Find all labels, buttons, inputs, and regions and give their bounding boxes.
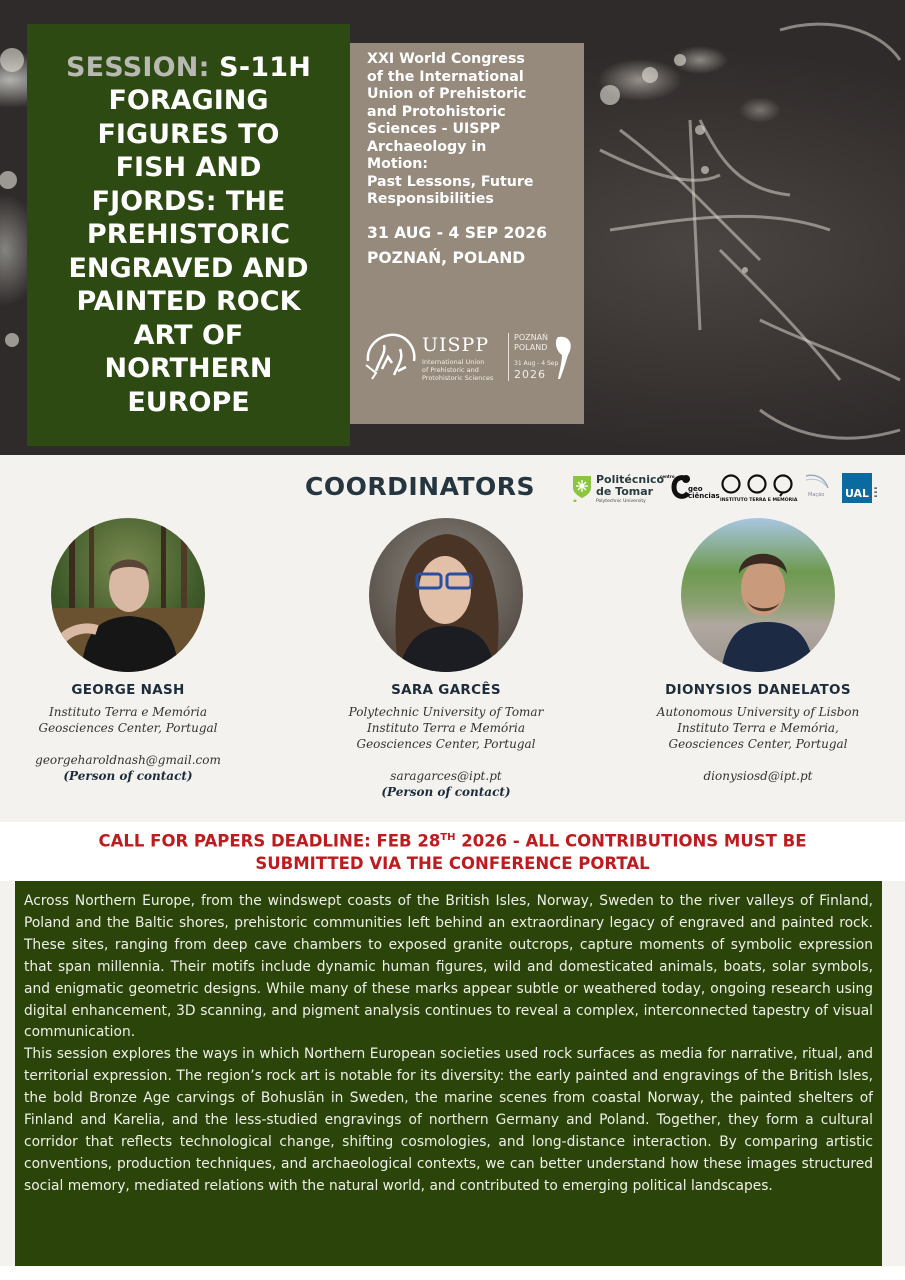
- session-title-box: [27, 24, 350, 446]
- uispp-city: POZNAŃ: [514, 333, 549, 342]
- session-title-line: FJORDS: THE: [91, 185, 286, 217]
- coordinator-dionysios-danelatos: [638, 518, 878, 784]
- rock-art-banner: [0, 0, 905, 455]
- coordinator-name: DIONYSIOS DANELATOS: [665, 682, 851, 698]
- macao-wave-icon: [804, 472, 830, 492]
- congress-line: Union of Prehistoric: [367, 86, 527, 102]
- session-code: [66, 51, 311, 84]
- coordinators-heading: COORDINATORS: [305, 472, 536, 501]
- session-title-line: PREHISTORIC: [86, 219, 291, 250]
- dionysios-danelatos-photo: [681, 518, 835, 672]
- affiliation-line: Polytechnic University of Tomar: [348, 705, 544, 719]
- ual-subtitle-lines: ▬ ▬ ▬: [874, 486, 878, 498]
- congress-line: and Protohistoric: [367, 103, 506, 120]
- congress-location: POZNAŃ, POLAND: [367, 248, 526, 267]
- abstract-paragraph: This session explores the ways in which Northern European societies used rock surfaces as media for narrative, ritual, and territorial expression. The region’s rock art is notable for its diversity: the early painted and engravings of the British Isles, the bold Bronze Age carvings of Bohuslän in Sweden, the marine scenes from coastal Norway, the painted shelters of Finland and Karelia, and the less-studied engravings of northern Germany and Poland. Together, they form a cultural corridor that reflects technological change, shifting cosmologies, and long-distance interaction. By comparing artistic conventions, production techniques, and archaeological contexts, we can better understand how these images structured social memory, mediated relations with the natural world, and contributed to emerging political landscapes.: [24, 1046, 873, 1194]
- affiliation-line: Instituto Terra e Memória,: [677, 721, 839, 735]
- affiliation-line: Geosciences Center, Portugal: [668, 737, 848, 751]
- avatar: [51, 518, 205, 672]
- sara-garces-photo: [369, 518, 523, 672]
- coordinator-affiliations: [30, 704, 226, 736]
- coordinator-email[interactable]: georgeharoldnash@gmail.com: [35, 753, 221, 767]
- uispp-subtitle: [422, 358, 502, 382]
- partner-logos: [570, 470, 900, 506]
- congress-line: Archaeology in: [367, 138, 487, 155]
- coordinator-affiliations: [638, 704, 878, 752]
- affiliation-line: Instituto Terra e Memória: [49, 705, 207, 719]
- geo-label: geo: [688, 485, 703, 493]
- cfp-ordinal-suffix: TH: [440, 832, 456, 843]
- person-of-contact-note: (Person of contact): [381, 785, 511, 799]
- itm-label: INSTITUTO TERRA E MEMÓRIA: [720, 498, 798, 503]
- affiliation-line: Geosciences Center, Portugal: [356, 737, 536, 751]
- congress-dates-block: [367, 221, 572, 271]
- instituto-terra-memoria-logo: [720, 473, 796, 501]
- coordinator-email[interactable]: dionysiosd@ipt.pt: [703, 769, 813, 783]
- bottom-margin: [0, 1266, 905, 1280]
- coordinator-email[interactable]: saragarces@ipt.pt: [390, 769, 502, 783]
- cfp-line1-start: CALL FOR PAPERS DEADLINE: FEB 28: [98, 831, 441, 851]
- george-nash-photo: [51, 518, 205, 672]
- session-abstract: [15, 881, 882, 1266]
- session-title-line: PAINTED ROCK: [76, 286, 301, 317]
- session-title-line: FORAGING: [108, 85, 269, 116]
- congress-line: Responsibilities: [367, 191, 494, 207]
- call-for-papers-banner: [0, 822, 905, 881]
- macao-label: Mação: [808, 492, 825, 498]
- congress-line: of the International: [367, 68, 524, 85]
- congress-info-box: [350, 43, 584, 424]
- ipt-name-line: Politécnico: [596, 473, 665, 486]
- congress-line: XXI World Congress: [367, 51, 525, 67]
- geo-centro: centro: [660, 474, 675, 479]
- abstract-paragraph: Across Northern Europe, from the windswept coasts of the British Isles, Norway, Sweden to the river valleys of Finland, Poland and the Baltic shores, prehistoric communities left behind an extraordinary legacy of engraved and painted rock. These sites, ranging from deep cave chambers to exposed granite outcrops, capture moments of symbolic expression that span millennia. Their motifs include dynamic human figures, wild and domesticated animals, boats, solar symbols, and enigmatic geometric designs. While many of these marks appear subtle or weathered today, ongoing research using digital enhancement, 3D scanning, and pigment analysis continues to reveal a complex, interconnected tapestry of visual communication.: [24, 893, 873, 1041]
- uispp-name: UISPP: [422, 334, 490, 356]
- coordinator-george-nash: [30, 518, 226, 784]
- avatar: [369, 518, 523, 672]
- session-title: [68, 84, 308, 419]
- uispp-year: 2026: [514, 368, 546, 381]
- uispp-subtitle-line: Protohistoric Sciences: [422, 374, 494, 382]
- affiliation-line: Geosciences Center, Portugal: [38, 721, 218, 735]
- cfp-line2: SUBMITTED VIA THE CONFERENCE PORTAL: [255, 853, 650, 873]
- politecnico-tomar-logo: [572, 473, 665, 506]
- cfp-line1-end: 2026 - ALL CONTRIBUTIONS MUST BE: [455, 831, 807, 851]
- session-title-line: ENGRAVED AND: [68, 252, 309, 284]
- session-title-line: FISH AND: [115, 152, 262, 183]
- affiliation-line: Instituto Terra e Memória: [367, 721, 525, 735]
- uispp-subtitle-line: of Prehistoric and: [422, 366, 479, 374]
- coordinator-name: GEORGE NASH: [71, 682, 185, 698]
- coordinator-name: SARA GARCÊS: [391, 682, 501, 698]
- geo-ciencias: ciências: [688, 492, 720, 500]
- uispp-subtitle-line: International Union: [422, 358, 485, 366]
- session-label: SESSION:: [66, 52, 210, 83]
- macao-logo: [804, 472, 830, 498]
- affiliation-line: Autonomous University of Lisbon: [656, 705, 860, 719]
- avatar: [681, 518, 835, 672]
- person-of-contact-note: (Person of contact): [63, 769, 193, 783]
- cfp-deadline-text: [0, 827, 905, 875]
- congress-title: [367, 51, 572, 209]
- uispp-city-block: [508, 333, 558, 381]
- ipt-name: [596, 474, 664, 498]
- congress-dates: 31 AUG - 4 SEP 2026: [367, 223, 547, 242]
- session-title-line: ART OF: [133, 319, 244, 351]
- ipt-name-line: de Tomar: [596, 485, 654, 498]
- coordinator-sara-garces: [330, 518, 562, 800]
- itm-circles-icon: [720, 473, 796, 497]
- uispp-country: POLAND: [514, 343, 548, 352]
- uispp-logo: [362, 331, 572, 391]
- session-title-line: EUROPE: [127, 386, 250, 418]
- session-number: S-11H: [219, 52, 311, 83]
- session-title-line: FIGURES TO: [97, 118, 280, 150]
- comma-mark-icon: [554, 333, 574, 383]
- ipt-subtitle: Polytechnic University: [596, 499, 646, 504]
- session-title-line: NORTHERN: [104, 353, 273, 384]
- coordinator-affiliations: [330, 704, 562, 752]
- ual-logo: UAL: [842, 473, 872, 503]
- uispp-date-small: 31 Aug - 4 Sep: [514, 360, 559, 367]
- uispp-emblem-icon: [362, 331, 418, 383]
- congress-line: Sciences - UISPP: [367, 121, 501, 137]
- congress-line: Motion:: [367, 156, 429, 172]
- congress-line: Past Lessons, Future: [367, 173, 534, 190]
- ipt-shield-icon: [572, 474, 592, 502]
